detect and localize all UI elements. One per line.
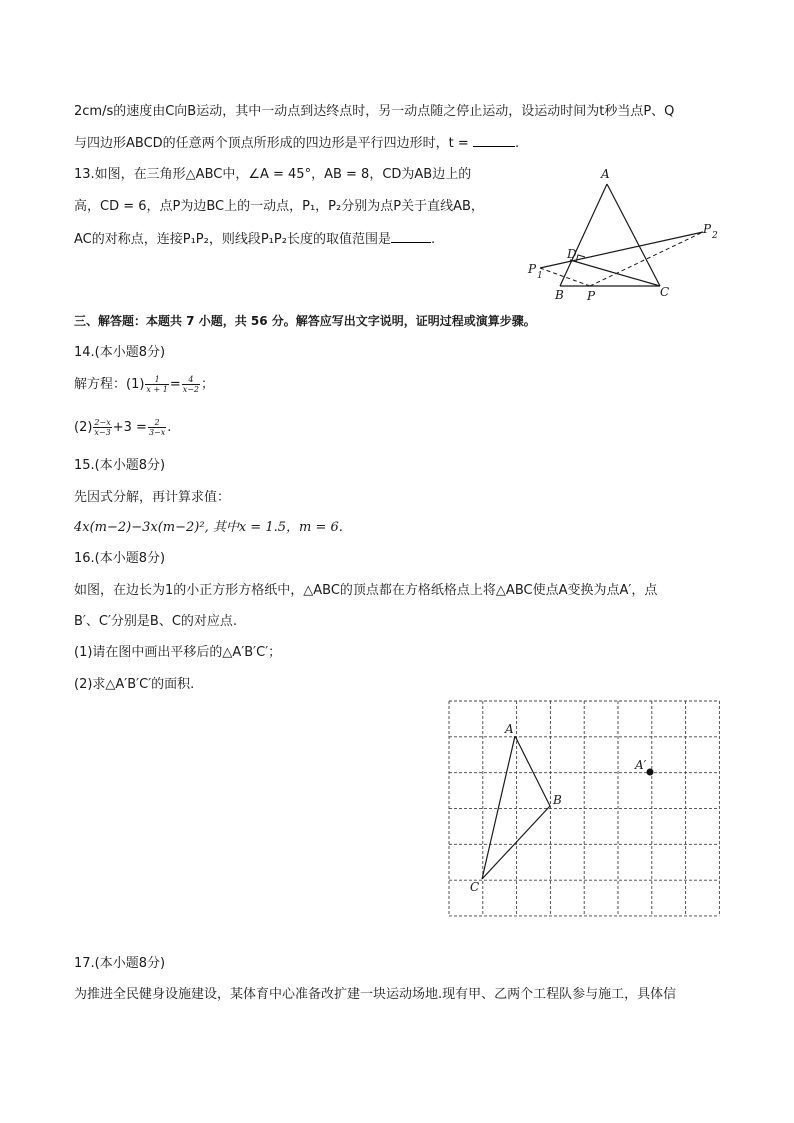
label-a: A [505, 722, 514, 736]
q15-title: 15.(本小题8分) [74, 458, 166, 473]
q14-title: 14.(本小题8分) [74, 345, 166, 360]
label-p1-sub: 1 [537, 271, 543, 281]
label-a-prime: A′ [635, 758, 647, 772]
label-p2-sub: 2 [712, 231, 718, 241]
label-p2: P [703, 222, 712, 236]
label-d: D [567, 247, 577, 261]
answer-blank [473, 133, 515, 147]
fraction: $\frac{2}{3-x}$ [148, 418, 166, 437]
label-p: P [587, 289, 596, 303]
side-ca [482, 736, 515, 879]
q17-line1: 为推进全民健身设施建设，某体育中心准备改扩建一块运动场地.现有甲、乙两个工程队参与施工，具体信 [74, 987, 677, 1002]
side-ac [607, 184, 660, 286]
side-ab [560, 184, 607, 286]
section-heading: 三、解答题：本题共 7 小题，共 56 分。解答应写出文字说明，证明过程或演算步骤。 [74, 314, 536, 328]
q15-expression: 4x(m−2)−3x(m−2)², 其中x = 1.5，m = 6. [74, 520, 343, 535]
label-p1: P [528, 262, 537, 276]
right-angle-mark [576, 255, 585, 262]
label-c: C [660, 285, 670, 299]
q14-eq1: 解方程：(1) $\frac{1}{x + 1}$ = $\frac{4}{x-2}$ ； [74, 375, 215, 394]
dash-p1-p [540, 268, 590, 286]
side-ab [515, 736, 550, 806]
label-a: A [601, 167, 610, 181]
q16-line2: B′、C′分别是B、C的对应点. [74, 614, 238, 629]
altitude-cd [570, 260, 660, 286]
fraction: $\frac{2-x}{x-3}$ [94, 418, 111, 437]
label-b: B [553, 793, 562, 807]
q16-title: 16.(本小题8分) [74, 551, 166, 566]
answer-blank [391, 229, 431, 243]
q15-instruction: 先因式分解，再计算求值： [74, 490, 231, 505]
q16-line1: 如图，在边长为1的小正方形方格纸中，△ABC的顶点都在方格纸格点上将△ABC使点A变换为点A′，点 [74, 583, 658, 598]
q13-line1: 13.如图，在三角形△ABC中，∠A = 45°，AB = 8，CD为AB边上的 [74, 167, 472, 182]
q16-part1: (1)请在图中画出平移后的△A′B′C′； [74, 645, 282, 660]
q12-line1: 2cm/s的速度由C向B运动，其中一动点到达终点时，另一动点随之停止运动，设运动时间为t秒当点P、Q [74, 104, 675, 119]
fraction: $\frac{1}{x + 1}$ [146, 375, 168, 394]
side-bc [482, 806, 550, 879]
q13-line2: 高，CD = 6，点P为边BC上的一动点，P₁，P₂分别为点P关于直线AB， [74, 199, 484, 214]
point-a-prime [647, 769, 654, 776]
fraction: $\frac{4}{x-2}$ [182, 375, 200, 394]
q12-line2: 与四边形ABCD的任意两个顶点所形成的四边形是平行四边形时，t = . [74, 133, 519, 154]
q17-title: 17.(本小题8分) [74, 956, 166, 971]
q16-part2: (2)求△A′B′C′的面积. [74, 677, 195, 692]
segment-p1p2 [540, 232, 703, 268]
q13-line3: AC的对称点，连接P₁P₂，则线段P₁P₂长度的取值范围是 . [74, 229, 435, 250]
dash-p-p2 [590, 232, 703, 286]
label-c: C [470, 880, 480, 894]
label-b: B [555, 288, 564, 302]
q14-eq2: (2) $\frac{2-x}{x-3}$ +3 = $\frac{2}{3-x}$ . [74, 418, 172, 437]
